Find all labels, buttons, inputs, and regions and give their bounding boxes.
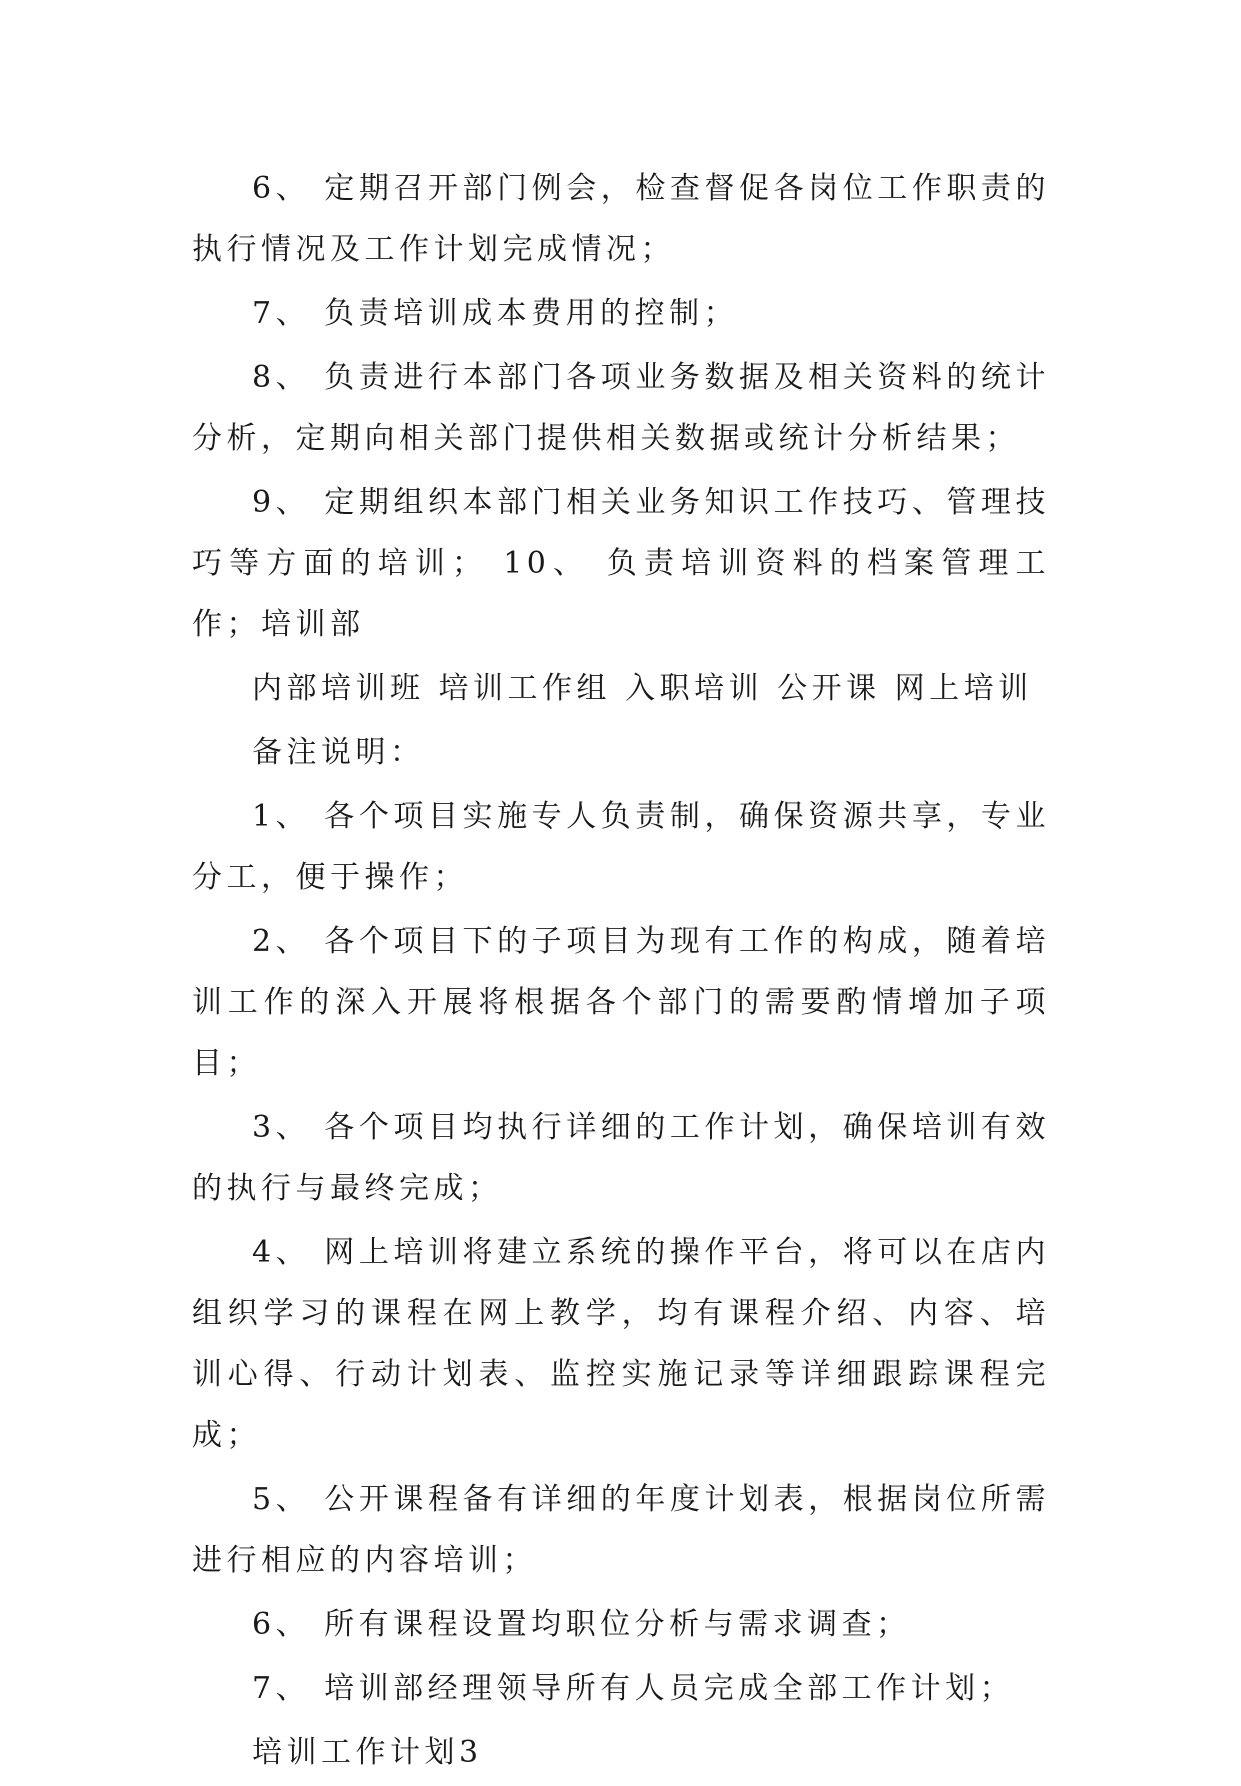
note-item-3: 3、 各个项目均执行详细的工作计划，确保培训有效的执行与最终完成； [192,1110,1050,1206]
note-item-7: 7、 培训部经理领导所有人员完成全部工作计划； [252,1671,1015,1706]
paragraph-item-8-statistics: 8、 负责进行本部门各项业务数据及相关资料的统计分析，定期向相关部门提供相关数据或统计分析结果； [192,360,1050,456]
note-item-1: 1、 各个项目实施专人负责制，确保资源共享，专业分工，便于操作； [192,799,1050,895]
note-item-4: 4、 网上培训将建立系统的操作平台，将可以在店内组织学习的课程在网上教学，均有课程介绍、内容、培训心得、行动计划表、监控实施记录等详细跟踪课程完成； [192,1235,1050,1453]
paragraph-item-9-10-training-archive: 9、 定期组织本部门相关业务知识工作技巧、管理技巧等方面的培训； 10、 负责培训资料的档案管理工作；培训部 [192,485,1050,642]
document-body [192,158,1050,1786]
notes-heading: 备注说明： [252,735,425,770]
note-item-2: 2、 各个项目下的子项目为现有工作的构成，随着培训工作的深入开展将根据各个部门的需要酌情增加子项目； [192,924,1050,1081]
section-heading-training-plan-3: 培训工作计划3 [252,1735,483,1770]
paragraph-item-7-cost-control: 7、 负责培训成本费用的控制； [252,296,739,331]
paragraph-item-6-meetings: 6、 定期召开部门例会，检查督促各岗位工作职责的执行情况及工作计划完成情况； [192,171,1050,267]
note-item-5: 5、 公开课程备有详细的年度计划表，根据岗位所需进行相应的内容培训； [192,1482,1050,1578]
note-item-6: 6、 所有课程设置均职位分析与需求调查； [252,1607,911,1642]
training-categories-line: 内部培训班 培训工作组 入职培训 公开课 网上培训 [252,671,1033,706]
